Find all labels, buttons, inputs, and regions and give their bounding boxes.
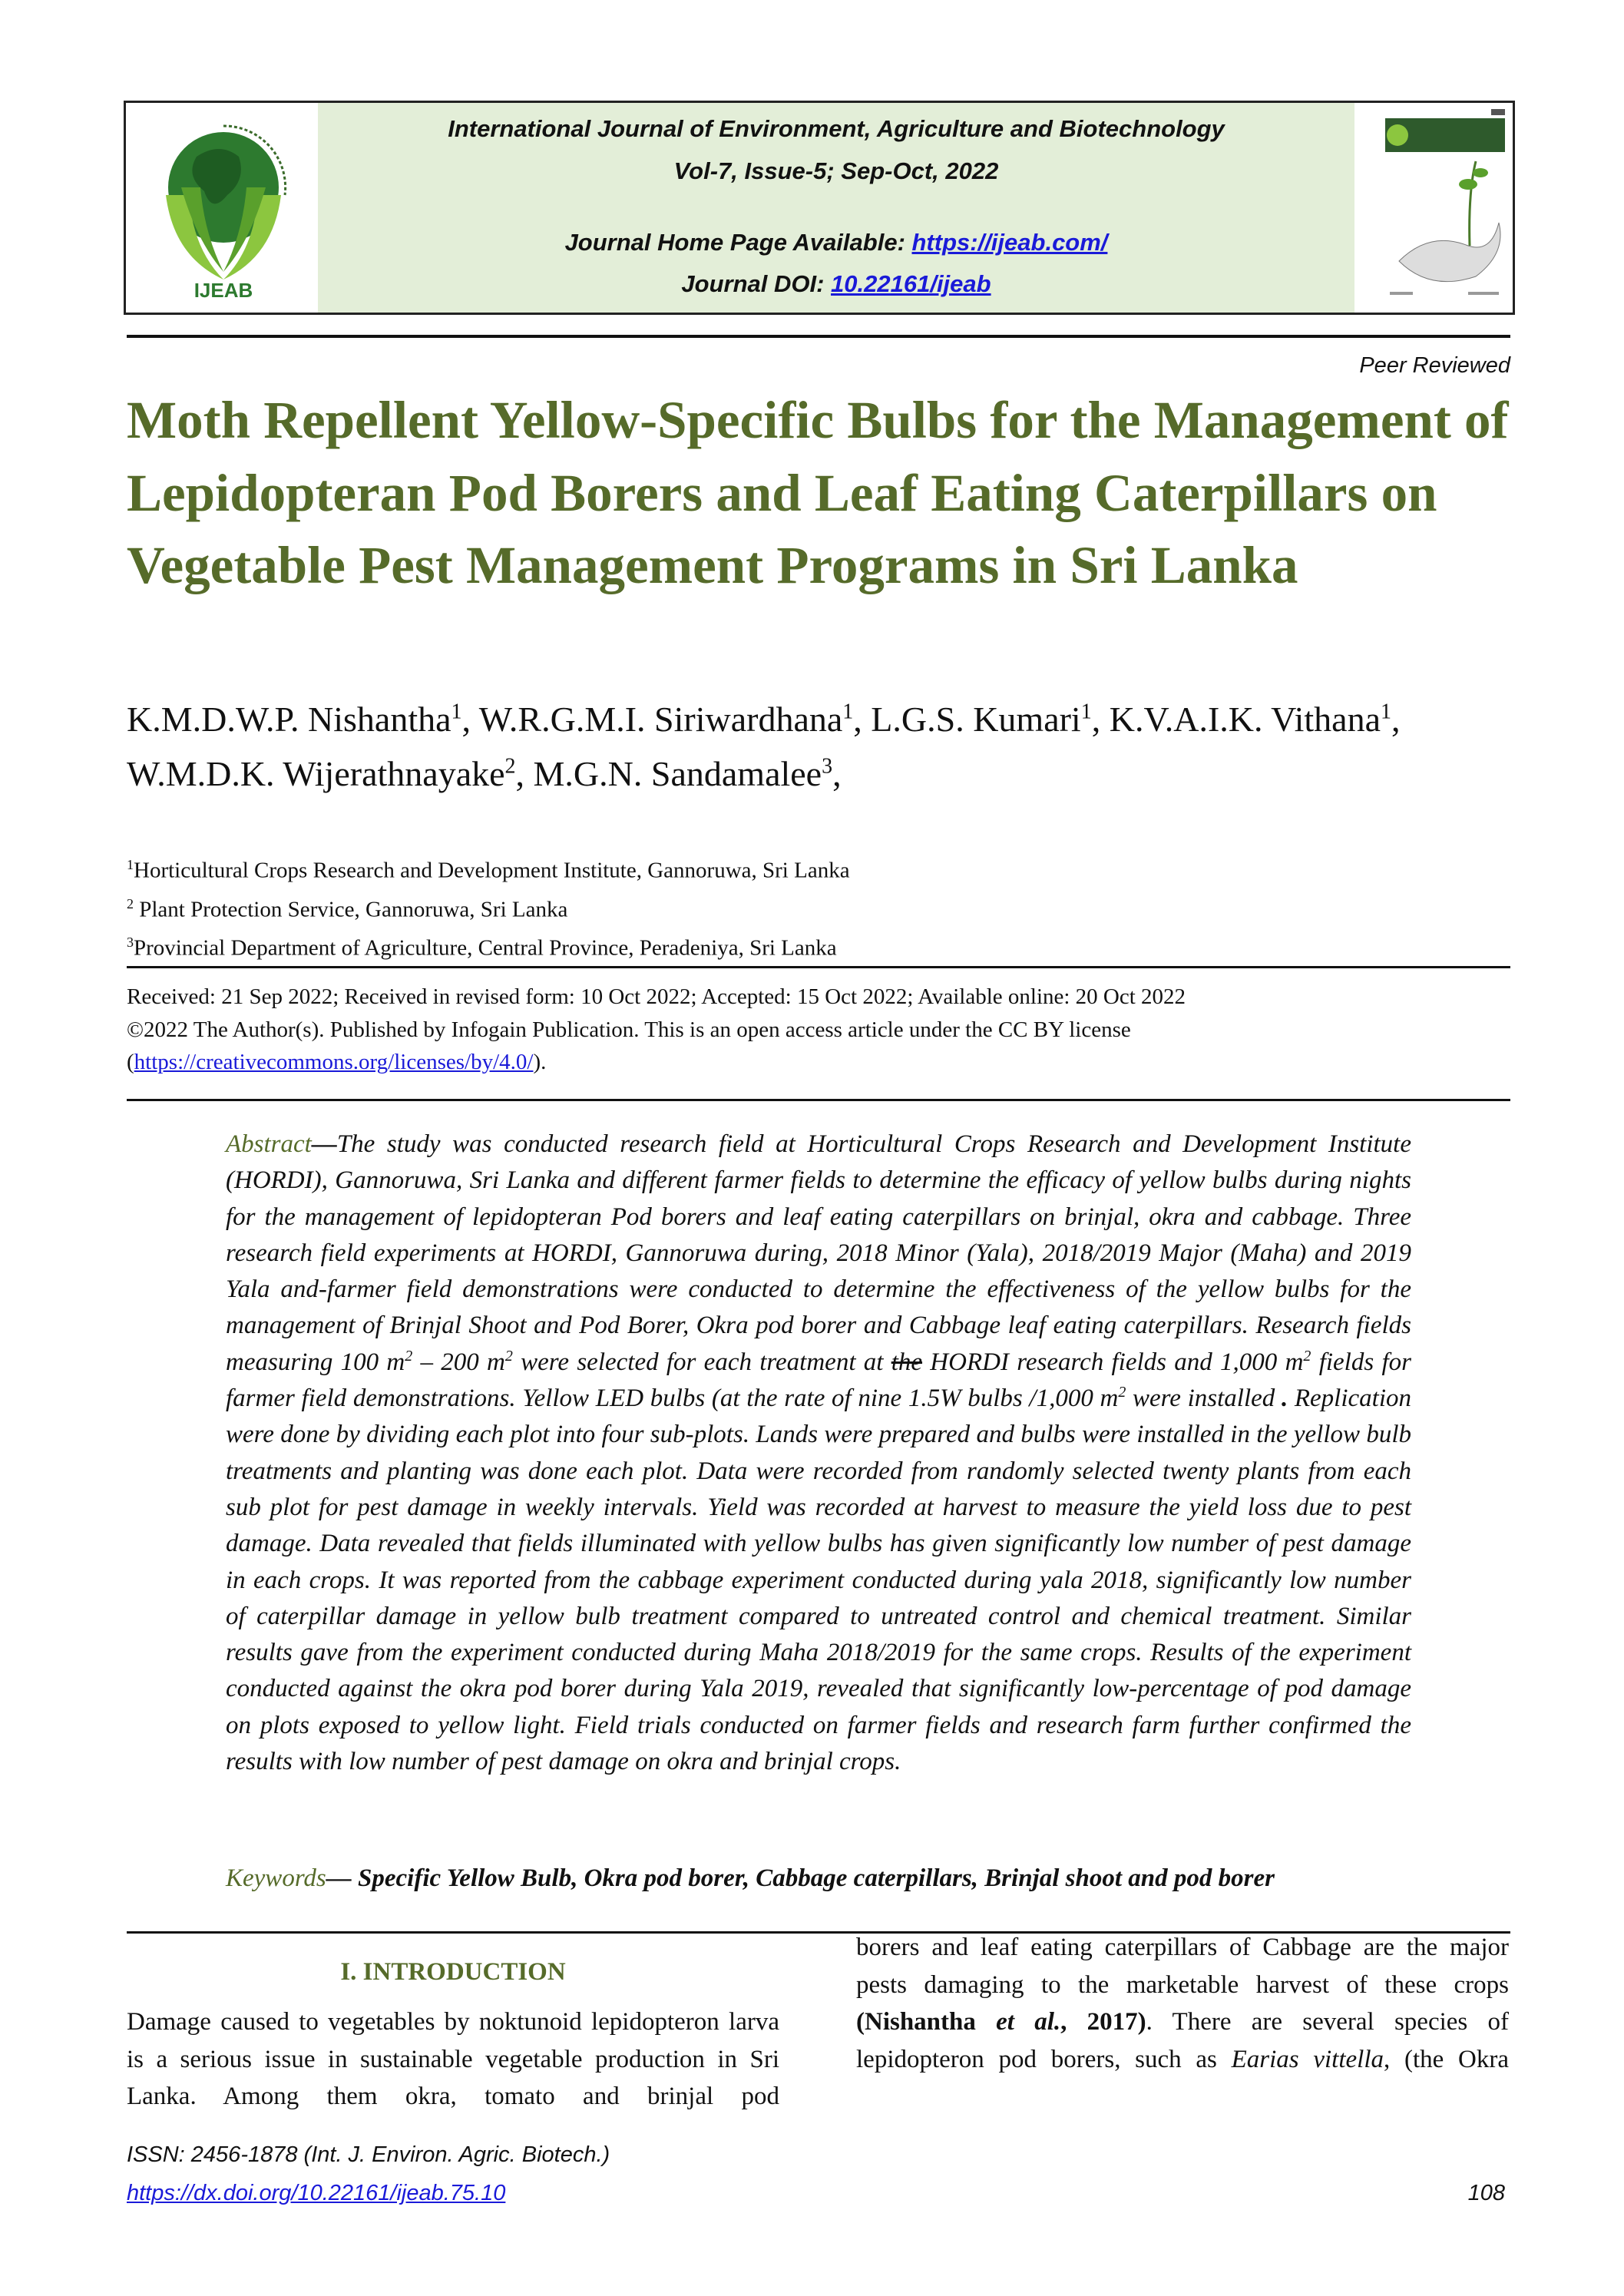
superscript: 2 <box>1118 1384 1126 1401</box>
species-name: Earias vittella <box>1231 2045 1384 2073</box>
citation <box>856 2008 1146 2036</box>
author-list <box>127 689 1509 797</box>
doi-label: Journal DOI: <box>681 270 832 297</box>
citation-author: (Nishantha <box>856 2008 997 2036</box>
keywords <box>226 1864 1275 1893</box>
superscript: 2 <box>405 1347 413 1365</box>
abstract <box>226 1126 1411 1780</box>
citation-etal: et al. <box>996 2008 1061 2036</box>
affiliation <box>127 926 850 965</box>
author-sep: , <box>832 753 842 793</box>
author-sep: , <box>1091 700 1110 739</box>
author-sep: , <box>853 700 872 739</box>
footer-doi-link[interactable]: https://dx.doi.org/10.22161/ijeab.75.10 <box>127 2181 506 2205</box>
author-sep: , <box>1391 700 1401 739</box>
author-name: K.M.D.W.P. Nishantha <box>127 700 451 739</box>
keywords-label: Keywords <box>226 1864 326 1892</box>
author-affil-sup: 2 <box>504 754 516 779</box>
homepage-label: Journal Home Page Available: <box>564 229 912 256</box>
author-affil-sup: 1 <box>1381 700 1392 724</box>
superscript: 2 <box>1303 1347 1311 1365</box>
body-text: borers and leaf eating caterpillars of Cabbage are the major pests damaging to the marketable harvest of these crops <box>856 1934 1509 1999</box>
abstract-text: were selected for each treatment at <box>512 1348 891 1376</box>
abstract-dash: — <box>311 1130 337 1158</box>
affil-sup: 1 <box>127 857 134 872</box>
logo-text: IJEAB <box>193 279 253 302</box>
journal-header <box>124 101 1515 315</box>
author-affil-sup: 1 <box>842 700 854 724</box>
affil-text: Horticultural Crops Research and Development Institute, Gannoruwa, Sri Lanka <box>134 858 850 883</box>
journal-name: International Journal of Environment, Agriculture and Biotechnology <box>448 115 1225 142</box>
author-name: W.R.G.M.I. Siriwardhana <box>478 700 843 739</box>
journal-homepage <box>318 229 1354 256</box>
journal-issue: Vol-7, Issue-5; Sep-Oct, 2022 <box>673 157 999 184</box>
body-text: , (the Okra <box>1384 2045 1509 2073</box>
footer-issn: ISSN: 2456-1878 (Int. J. Environ. Agric. Biotech.) <box>127 2142 610 2167</box>
author-sep: , <box>461 700 479 739</box>
author <box>1110 700 1401 739</box>
abstract-dot: . <box>1275 1385 1288 1413</box>
author-affil-sup: 3 <box>822 754 833 779</box>
body-text: . There are several species of lepidopteron pod borers, such as <box>856 2008 1510 2073</box>
abstract-text: fields for farmer field demonstrations. Yellow LED bulbs (at the rate of nine 1.5W bulbs /1,000 m <box>226 1348 1411 1413</box>
superscript: 2 <box>504 1347 513 1365</box>
intro-right-column <box>856 1929 1509 2078</box>
author-sep: , <box>515 753 534 793</box>
affil-text: Provincial Department of Agriculture, Central Province, Peradeniya, Sri Lanka <box>134 935 837 961</box>
affiliation <box>127 849 850 888</box>
abstract-text: were installed <box>1126 1385 1275 1413</box>
author-name: L.G.S. Kumari <box>871 700 1081 739</box>
license-line <box>127 1046 1509 1079</box>
author <box>871 700 1109 739</box>
author-name: M.G.N. Sandamalee <box>533 753 822 793</box>
author <box>127 754 534 793</box>
affil-sup: 2 <box>127 895 134 911</box>
header-divider <box>127 335 1510 338</box>
homepage-link[interactable]: https://ijeab.com/ <box>911 229 1108 256</box>
affil-sup: 3 <box>127 935 134 951</box>
ijeab-logo <box>143 111 304 303</box>
license-link[interactable]: https://creativecommons.org/licenses/by/4.0/ <box>134 1050 534 1074</box>
author-name: K.V.A.I.K. Vithana <box>1109 700 1381 739</box>
affiliations <box>127 849 850 965</box>
abstract-text: HORDI research fields and 1,000 m <box>922 1348 1304 1376</box>
paren-open: ( <box>127 1050 134 1074</box>
abstract-label: Abstract <box>226 1130 312 1158</box>
struck-text: the <box>891 1348 923 1376</box>
copyright-notice: ©2022 The Author(s). Published by Infogain Publication. This is an open access article under the CC BY license <box>127 1017 1131 1042</box>
citation-year: , 2017) <box>1060 2008 1146 2036</box>
divider <box>127 1099 1510 1101</box>
journal-header-band <box>318 103 1354 313</box>
abstract-text: Replication were done by dividing each plot into four sub-plots. Lands were prepared and bulbs were installed in the yellow bulb treatments and planting was done each plot. Data were recorded from randomly selected twenty plants from each sub plot for pest damage in weekly intervals. Yield was recorded at harvest to measure the yield loss due to pest damage. Data revealed that fields illuminated with yellow bulbs has given significantly low number of pest damage in each crops. It was reported from the cabbage experiment conducted during yala 2018, significantly low number of caterpillar damage in yellow bulb treatment compared to untreated control and chemical treatment. Similar results gave from the experiment conducted during Maha 2018/2019 for the same crops. Results of the experiment conducted against the okra pod borer during Yala 2019, revealed that significantly low-percentage of pod damage on plots exposed to yellow light. Field trials conducted on farmer fields and research farm further confirmed the results with low number of pest damage on okra and brinjal crops. <box>226 1385 1411 1776</box>
journal-doi <box>318 270 1354 298</box>
abstract-text: The study was conducted research field at Horticultural Crops Research and Development Institute (HORDI), Gannoruwa, Sri Lanka and different farmer fields to determine the efficacy of yellow bulbs during nights for the management of lepidopteran Pod borers and leaf eating caterpillars on brinjal, okra and cabbage. Three research field experiments at HORDI, Gannoruwa during, 2018 Minor (Yala), 2018/2019 Major (Maha) and 2019 Yala and-farmer field demonstrations were conducted to determine the effectiveness of the yellow bulbs for the management of Brinjal Shoot and Pod Borer, Okra pod borer and Cabbage leaf eating caterpillars. Research fields measuring 100 m <box>226 1130 1411 1376</box>
author <box>479 700 872 739</box>
author-affil-sup: 1 <box>451 700 462 724</box>
section-heading-introduction: I. INTRODUCTION <box>340 1958 566 1986</box>
received-dates: Received: 21 Sep 2022; Received in revised form: 10 Oct 2022; Accepted: 15 Oct 2022; Available online: 20 Oct 2022 <box>127 984 1186 1009</box>
journal-cover-thumbnail <box>1384 108 1507 307</box>
abstract-text: – 200 m <box>412 1348 505 1376</box>
keywords-text: Specific Yellow Bulb, Okra pod borer, Cabbage caterpillars, Brinjal shoot and pod borer <box>358 1864 1275 1892</box>
intro-left-column: Damage caused to vegetables by noktunoid lepidopteron larva is a serious issue in sustainable vegetable production in Sri Lanka. Among them okra, tomato and brinjal pod <box>127 2008 779 2110</box>
author-affil-sup: 1 <box>1080 700 1092 724</box>
author-name: W.M.D.K. Wijerathnayake <box>127 753 505 793</box>
doi-link[interactable]: 10.22161/ijeab <box>831 270 991 297</box>
page-number: 108 <box>1467 2181 1505 2205</box>
author <box>127 700 479 739</box>
affiliation <box>127 888 850 927</box>
article-history <box>127 981 1509 1079</box>
affil-text: Plant Protection Service, Gannoruwa, Sri Lanka <box>134 897 568 922</box>
peer-reviewed-label: Peer Reviewed <box>1359 353 1510 378</box>
paren-close: ). <box>533 1050 547 1074</box>
author <box>534 754 842 793</box>
divider <box>127 966 1510 968</box>
paper-title: Moth Repellent Yellow-Specific Bulbs for the Management of Lepidopteran Pod Borers and Leaf Eating Caterpillars on Vegetable Pest Management Programs in Sri Lanka <box>127 391 1509 594</box>
keywords-dash: — <box>326 1864 359 1892</box>
